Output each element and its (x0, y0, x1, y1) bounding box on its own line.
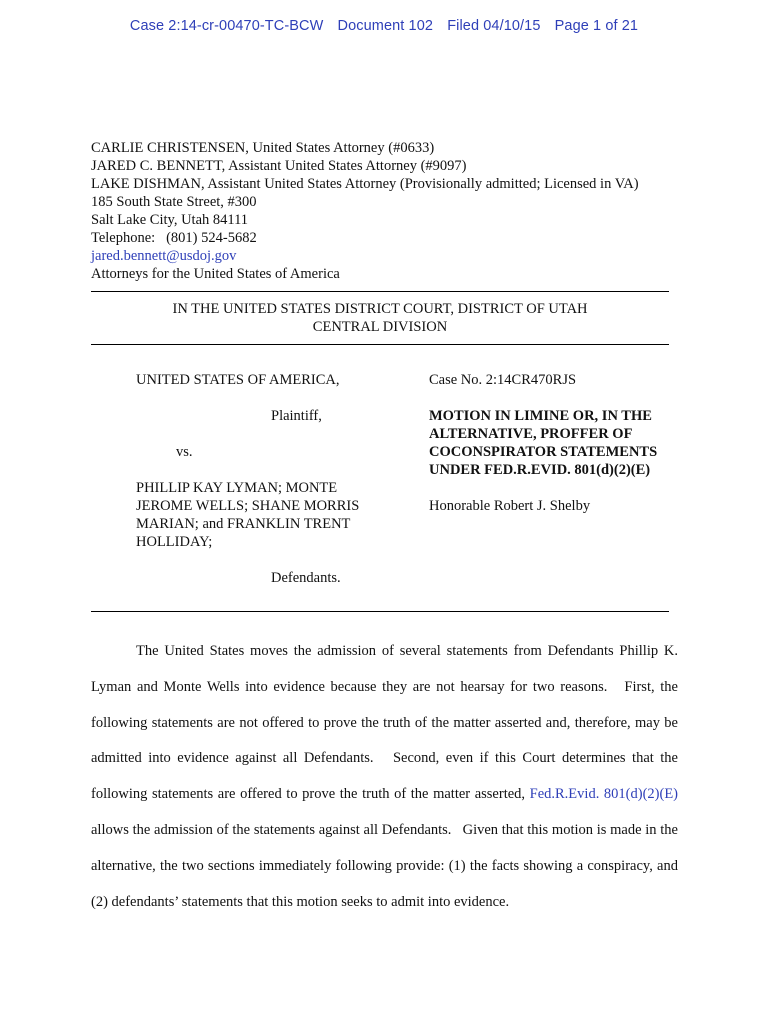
court-division: CENTRAL DIVISION (312, 319, 448, 335)
body-text-part: The United States moves the admission of several statements from Defendants Phillip K. Lyman and Monte Wells into evidence because they are not hearsay for two reasons. First, the following statements are not offered to prove the truth of the matter asserted and, therefore, may be admitted into evidence against all Defendants. Second, even if this Court determines that the following statements are offered to prove the truth of the matter asserted, (91, 643, 682, 803)
caption-case-info (429, 371, 679, 515)
defendants-label: Defendants. (271, 570, 341, 586)
filed-date-stamp: Filed 04/10/15 (447, 18, 541, 34)
rule-citation-link[interactable]: Fed.R.Evid. 801(d)(2)(E) (529, 786, 679, 803)
page-count-stamp: Page 1 of 21 (554, 18, 639, 34)
divider (91, 344, 669, 345)
body-text-part: allows the admission of the statements against all Defendants. Given that this motion is made in the alternative, the two sections immediately following provide: (1) the facts showing a conspiracy, and (2) defendants’ statements that this motion seeks to admit into evidence. (91, 786, 682, 910)
motion-title-line: ALTERNATIVE, PROFFER OF (429, 426, 633, 442)
divider (91, 291, 669, 292)
motion-title (429, 407, 679, 479)
defendants-names (136, 479, 386, 551)
case-number: Case No. 2:14CR470RJS (429, 372, 577, 388)
defendants-line: PHILLIP KAY LYMAN; MONTE (136, 480, 338, 496)
attorney-line: LAKE DISHMAN, Assistant United States Attorney (Provisionally admitted; Licensed in VA) (91, 176, 639, 192)
plaintiff-label: Plaintiff, (271, 408, 322, 424)
judge-name: Honorable Robert J. Shelby (429, 498, 591, 514)
caption-parties (136, 371, 386, 587)
case-number-stamp: Case 2:14-cr-00470-TC-BCW (129, 18, 324, 34)
motion-title-line: MOTION IN LIMINE OR, IN THE (429, 408, 652, 424)
defendants-line: MARIAN; and FRANKLIN TRENT (136, 516, 351, 532)
attorney-block (91, 139, 639, 283)
telephone: Telephone: (801) 524-5682 (91, 230, 257, 246)
body-paragraph (91, 634, 682, 920)
court-name: IN THE UNITED STATES DISTRICT COURT, DISTRICT OF UTAH (172, 301, 588, 317)
court-heading (91, 300, 669, 336)
versus-label: vs. (176, 444, 193, 460)
divider (91, 611, 669, 612)
attorneys-for: Attorneys for the United States of America (91, 266, 340, 282)
attorney-line: CARLIE CHRISTENSEN, United States Attorney (#0633) (91, 140, 435, 156)
email-link[interactable]: jared.bennett@usdoj.gov (91, 248, 237, 264)
document-number-stamp: Document 102 (337, 18, 434, 34)
attorney-line: JARED C. BENNETT, Assistant United States Attorney (#9097) (91, 158, 467, 174)
address-street: 185 South State Street, #300 (91, 194, 257, 210)
motion-title-line: UNDER FED.R.EVID. 801(d)(2)(E) (429, 462, 651, 478)
defendants-line: HOLLIDAY; (136, 534, 213, 550)
defendants-line: JEROME WELLS; SHANE MORRIS (136, 498, 360, 514)
address-city: Salt Lake City, Utah 84111 (91, 212, 249, 228)
plaintiff-party: UNITED STATES OF AMERICA, (136, 372, 340, 388)
motion-title-line: COCONSPIRATOR STATEMENTS (429, 444, 658, 460)
ecf-header-stamp (0, 18, 768, 34)
